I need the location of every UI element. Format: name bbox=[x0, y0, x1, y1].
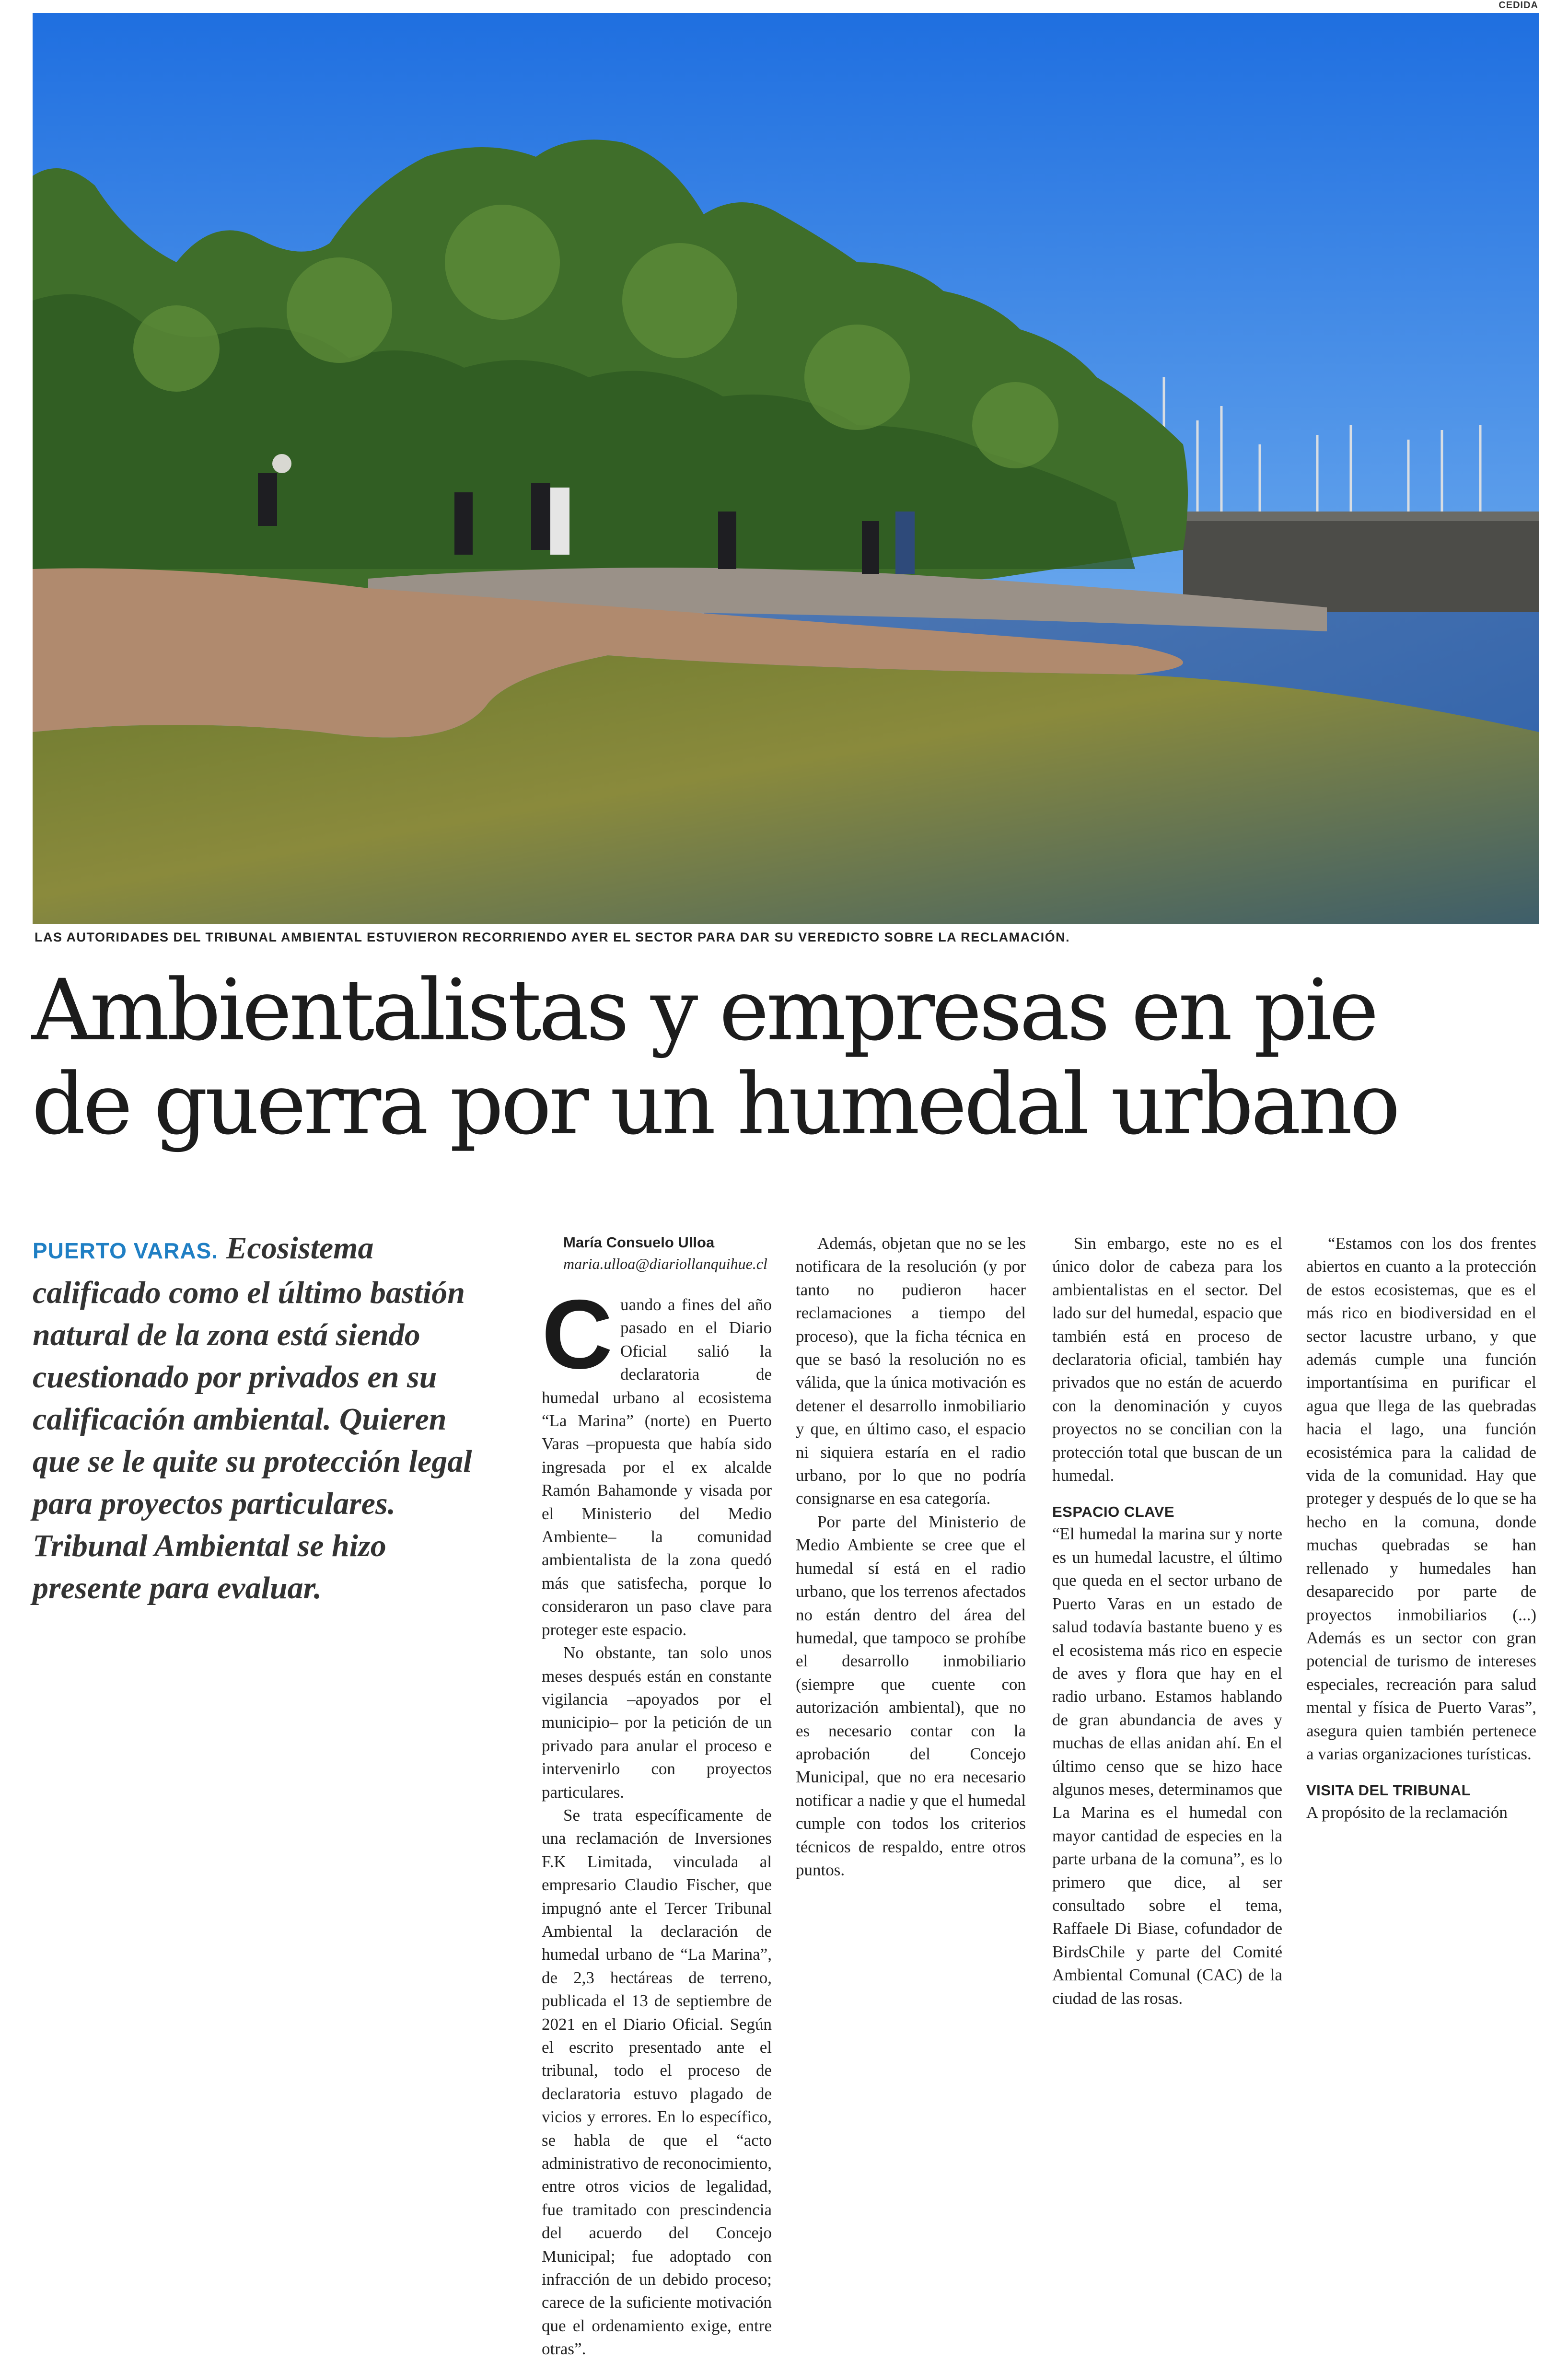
paragraph-6: Sin embargo, este no es el único dolor de cabeza para los ambientalistas en el sector. Del lado sur del humedal, espacio que también está en proceso de declaratoria oficial, también hay privados que no están de acuerdo con la denominación y cuyos proyectos no se concilian con la protección total que buscan de un humedal. bbox=[1052, 1234, 1282, 1485]
paragraph-1 bbox=[542, 1279, 772, 1641]
byline-email[interactable]: maria.ulloa@diariollanquihue.cl bbox=[563, 1255, 767, 1272]
lead-location: PUERTO VARAS. bbox=[33, 1238, 219, 1263]
paragraph-7: “El humedal la marina sur y norte es un humedal lacustre, el último que queda en el sector urbano de Puerto Varas en un estado de salud todavía bastante bueno y es el ecosistema más rico en especie de aves y flora que hay en el radio urbano. Estamos hablando de gran abundancia de aves y muchas de ellas anidan ahí. En el último censo que se hizo hace algunos meses, determinamos que La Marina es el humedal con mayor cantidad de especies en la parte urbana de la comuna”, es lo primero que dice, al ser consultado sobre el tema, Raffaele Di Biase, cofundador de BirdsChile y parte del Comité Ambiental Comunal (CAC) de la ciudad de las rosas. bbox=[1052, 1524, 1282, 2008]
paragraph-8: “Estamos con los dos frentes abiertos en cuanto a la protección de estos ecosistemas, que es el más rico en biodiversidad en el sector lacustre urbano, y que además cumple una función importantísima en purificar el agua que llega de las quebradas hacia el lago, una función ecosistémica para la calidad de vida de la comunidad. Hay que proteger y después de lo que se ha hecho en la comuna, donde muchas quebradas se han rellenado y humedales han desaparecido por parte de proyectos inmobiliarios (...) Además es un sector con gran potencial de turismo de intereses especiales, recreación para salud mental y física de Puerto Varas”, asegura quien también pertenece a varias organizaciones turísticas. bbox=[1306, 1234, 1536, 1763]
paragraph-2: No obstante, tan solo unos meses después están en constante vigilancia –apoyados por el municipio– por la petición de un privado para anular el proceso e intervenirlo con proyectos particulares. bbox=[542, 1643, 772, 1802]
drop-cap: C bbox=[542, 1279, 613, 1389]
headline-line-2: de guerra por un humedal urbano bbox=[32, 1055, 1398, 1153]
lead-paragraph bbox=[33, 1227, 493, 1609]
lead-text: Ecosistema calificado como el último bastión natural de la zona está siendo cuestionado por privados en su calificación ambiental. Quieren que se le quite su protección legal para proyectos particulares. Tribunal Ambiental se hizo presente para evaluar. bbox=[33, 1231, 472, 1605]
body-column-3 bbox=[1052, 1232, 1282, 2010]
headline-line-1: Ambientalistas y empresas en pie bbox=[32, 961, 1376, 1059]
photo-credit: CEDIDA bbox=[1498, 0, 1538, 11]
paragraph-3: Se trata específicamente de una reclamación de Inversiones F.K Limitada, vinculada al empresario Claudio Fischer, que impugnó ante el Tercer Tribunal Ambiental la declaración de humedal urbano de “La Marina”, de 2,3 hectáreas de terreno, publicada el 13 de septiembre de 2021 en el Diario Oficial. Según el escrito presentado ante el tribunal, todo el proceso de declaratoria estuvo plagado de vicios y errores. En lo específico, se habla de que el “acto administrativo de reconocimiento, entre otros vicios de legalidad, fue tramitado con prescindencia del acuerdo del Concejo Municipal; fue adoptado con infracción de un debido proceso; carece de la suficiente motivación que el ordenamiento exige, entre otras”. bbox=[542, 1805, 772, 2359]
byline-name: María Consuelo Ulloa bbox=[563, 1234, 715, 1251]
headline bbox=[32, 961, 1546, 1153]
subhead-visita-del-tribunal: VISITA DEL TRIBUNAL bbox=[1306, 1782, 1471, 1799]
body-column-4 bbox=[1306, 1232, 1536, 1825]
body-column-1 bbox=[542, 1232, 772, 2361]
paragraph-5: Por parte del Ministerio de Medio Ambiente se cree que el humedal sí está en el radio urbano, que los terrenos afectados no están dentro del área del humedal, que tampoco se prohíbe el desarrollo inmobiliario (siempre que cuente con autorización ambiental), que no es necesario contar con la aprobación del Concejo Municipal, que no era necesario notificar a nadie y que el humedal cumple con todos los criterios técnicos de respaldo, entre otros puntos. bbox=[796, 1512, 1026, 1879]
paragraph-4: Además, objetan que no se les notificara de la resolución (y por tanto no pudieron hacer reclamaciones a tiempo del proceso), que la ficha técnica en que se basó la resolución no es válida, que la única motivación es detener el desarrollo inmobiliario y que, en último caso, el espacio ni siquiera estaría en el radio urbano, por lo que no podría consignarse en esa categoría. bbox=[796, 1234, 1026, 1508]
photo-caption: LAS AUTORIDADES DEL TRIBUNAL AMBIENTAL ESTUVIERON RECORRIENDO AYER EL SECTOR PARA DAR SU VEREDICTO SOBRE LA RECLAMACIÓN. bbox=[35, 930, 1070, 944]
paragraph-9: A propósito de la reclamación bbox=[1306, 1803, 1508, 1822]
body-column-2 bbox=[796, 1232, 1026, 1882]
article-photo bbox=[33, 13, 1539, 924]
paragraph-1-text: uando a fines del año pasado en el Diario Oficial salió la declaratoria de humedal urbano al ecosistema “La Marina” (norte) en Puerto Varas –propuesta que había sido ingresada por el ex alcalde Ramón Bahamonde y visada por el Ministerio del Medio Ambiente– la comunidad ambientalista de la zona quedó más que satisfecha, porque lo consideraron un paso clave para proteger este espacio. bbox=[542, 1295, 772, 1639]
subhead-espacio-clave: ESPACIO CLAVE bbox=[1052, 1503, 1175, 1521]
